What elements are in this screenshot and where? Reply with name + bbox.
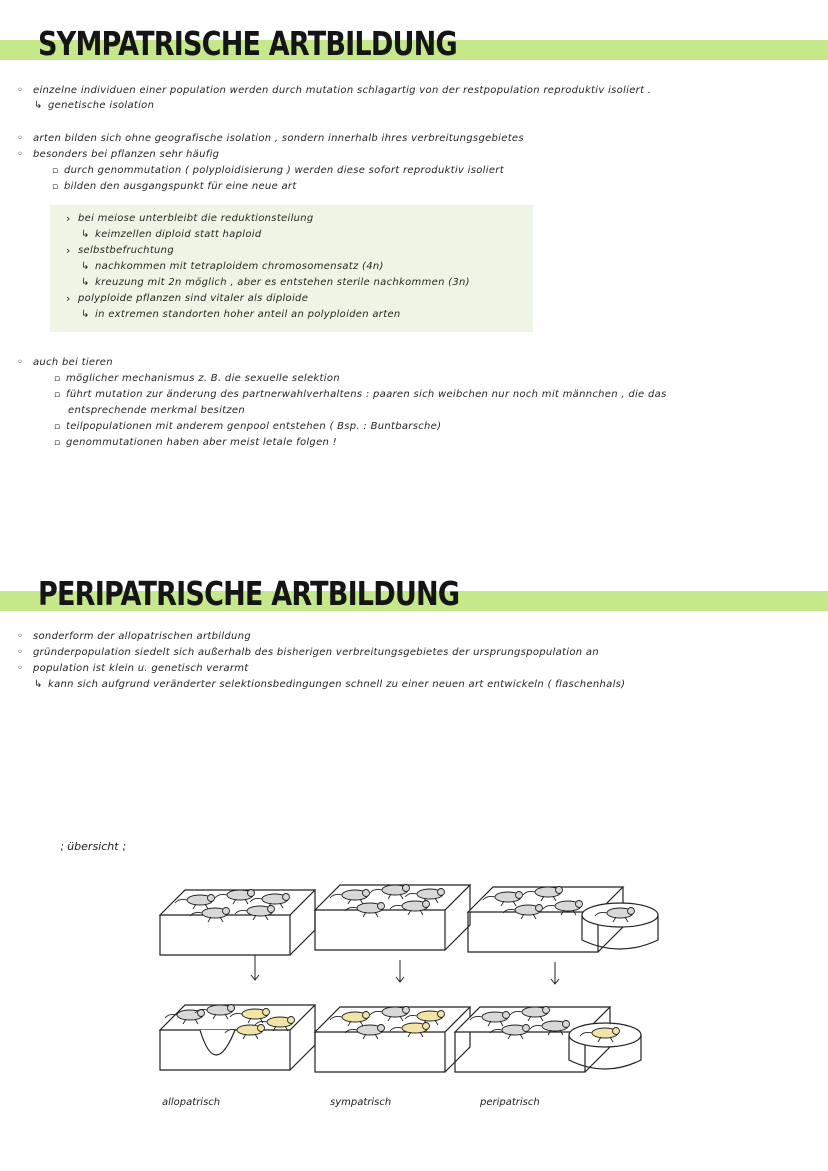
title-sympatric: SYMPATRISCHE ARTBILDUNG [38,24,457,63]
note-line: ◦ sonderform der allopatrischen artbildung [33,630,251,644]
bottom-island-peripatric [569,1023,641,1069]
box-line: › selbstbefruchtung [78,244,174,258]
note-line: ◦ arten bilden sich ohne geografische isolation , sondern innerhalb ihres verbreitungsgebietes [33,132,524,146]
bottom-crate-sympatric [315,1007,470,1073]
sparkle-icon: ⁏ [60,840,68,853]
note-line: ↳ kann sich aufgrund veränderter selektionsbedingungen schnell zu einer neuen art entwickeln ( flaschenhals) [48,678,625,692]
note-line: ↳ genetische isolation [48,99,154,113]
box-line: ↳ nachkommen mit tetraploidem chromosomensatz (4n) [95,260,384,274]
box-line: ↳ kreuzung mit 2n möglich , aber es entstehen sterile nachkommen (3n) [95,276,470,290]
box-line: › polyploide pflanzen sind vitaler als diploide [78,292,308,306]
note-line: ▫ durch genommutation ( polyploidisierung ) werden diese sofort reproduktiv isoliert [64,164,504,178]
caption-allopatric: allopatrisch [162,1097,221,1108]
top-crate-allopatric [160,890,315,956]
box-line: ↳ in extremen standorten hoher anteil an polyploiden arten [95,308,401,322]
note-line: ▫ führt mutation zur änderung des partnerwahlverhaltens : paaren sich weibchen nur noch mit männchen , die das [66,388,667,402]
overview-label [60,840,126,853]
note-line: ▫ möglicher mechanismus z. B. die sexuelle selektion [66,372,340,386]
note-line: ◦ besonders bei pflanzen sehr häufig [33,148,219,162]
bottom-crate-allopatric [160,1005,315,1071]
top-crate-sympatric [315,885,470,951]
note-line: ◦ einzelne individuen einer population werden durch mutation schlagartig von der restpopulation reproduktiv isoliert . [33,84,651,98]
box-line: › bei meiose unterbleibt die reduktionsteilung [78,212,314,226]
speciation-diagram [150,860,670,1100]
note-line: ▫ bilden den ausgangspunkt für eine neue art [64,180,297,194]
caption-sympatric: sympatrisch [330,1097,392,1108]
note-line: ▫ genommutationen haben aber meist letale folgen ! [66,436,337,450]
arrow-icon [251,955,559,984]
note-line: ◦ gründerpopulation siedelt sich außerhalb des bisherigen verbreitungsgebietes der ursprungspopulation an [33,646,599,660]
box-line: ↳ keimzellen diploid statt haploid [95,228,261,242]
overview-text: übersicht [67,840,119,853]
title-peripatric: PERIPATRISCHE ARTBILDUNG [38,574,460,613]
note-line: ◦ auch bei tieren [33,356,113,370]
top-island-peripatric [582,903,658,949]
sparkle-icon: ⁏ [118,840,126,853]
note-line: entsprechende merkmal besitzen [68,405,246,416]
note-line: ▫ teilpopulationen mit anderem genpool entstehen ( Bsp. : Buntbarsche) [66,420,441,434]
note-line: ◦ population ist klein u. genetisch verarmt [33,662,249,676]
caption-peripatric: peripatrisch [480,1097,540,1108]
